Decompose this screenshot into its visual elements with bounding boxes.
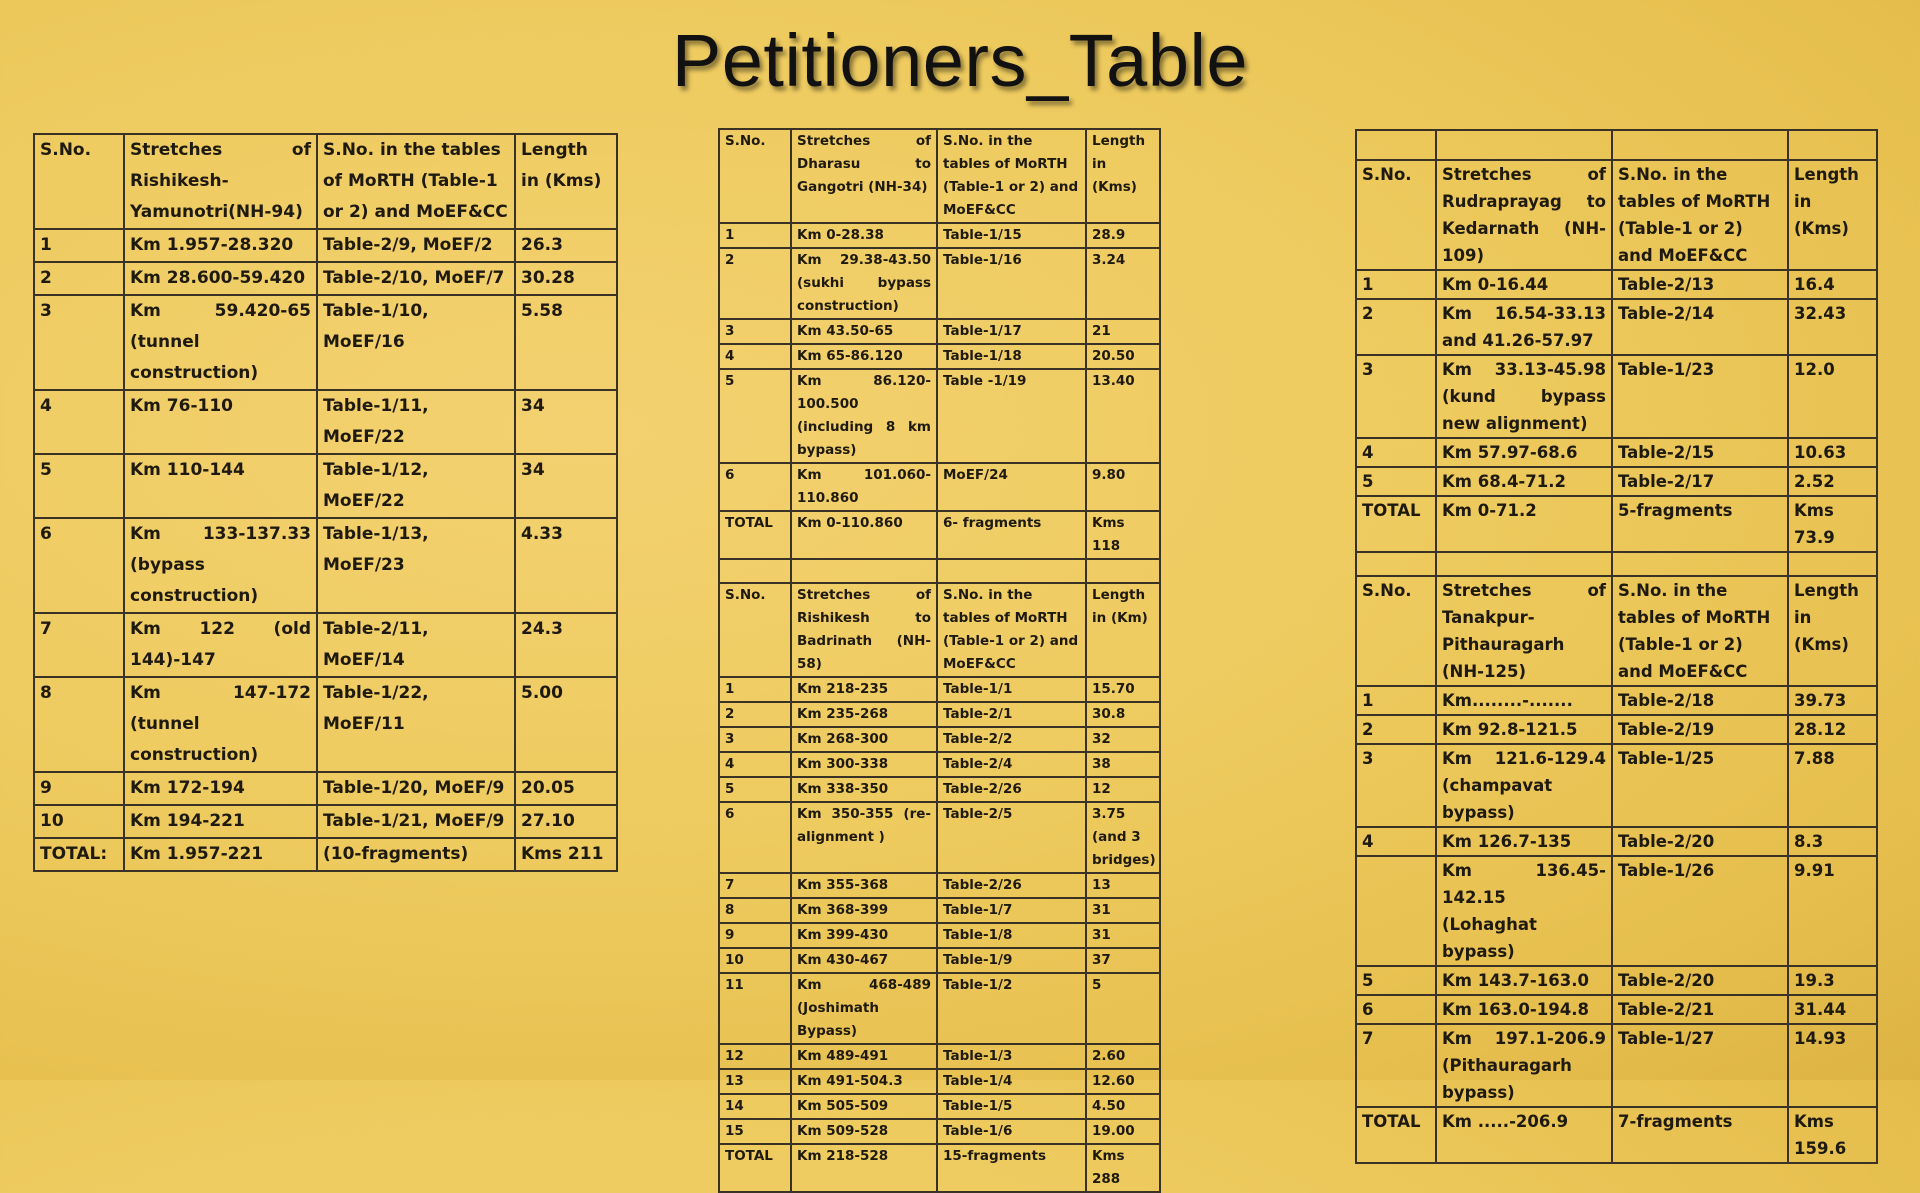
table-cell: 8 — [34, 677, 124, 772]
table-cell: Table-2/1 — [937, 702, 1086, 727]
table-row — [719, 1044, 1160, 1069]
table-cell: (10-fragments) — [317, 838, 515, 871]
table-row — [1356, 1024, 1877, 1107]
table-row — [1356, 355, 1877, 438]
table-spacer-row — [1356, 130, 1877, 160]
table-cell: 32.43 — [1788, 299, 1877, 355]
table-row — [34, 390, 617, 454]
table-cell: 27.10 — [515, 805, 617, 838]
table-cell: Km 92.8-121.5 — [1436, 715, 1612, 744]
table-cell: Km 110-144 — [124, 454, 317, 518]
table-cell: 5.00 — [515, 677, 617, 772]
table-header-row — [719, 583, 1160, 677]
table-cell: Km 491-504.3 — [791, 1069, 937, 1094]
table-cell: Km 197.1-206.9 (Pithauragarh bypass) — [1436, 1024, 1612, 1107]
table-header-cell: Length in (Km) — [1086, 583, 1160, 677]
table-cell: 26.3 — [515, 229, 617, 262]
table-cell: Km 143.7-163.0 — [1436, 966, 1612, 995]
table-cell: Km 147-172 (tunnel construction) — [124, 677, 317, 772]
table-row — [719, 727, 1160, 752]
table-row — [1356, 995, 1877, 1024]
table-cell: TOTAL — [719, 511, 791, 559]
table-header-row — [719, 129, 1160, 223]
table-header-cell: S.No. — [34, 134, 124, 229]
table-cell: Km 218-235 — [791, 677, 937, 702]
table-cell: 5 — [719, 369, 791, 463]
table-cell: Km 268-300 — [791, 727, 937, 752]
table-cell: 9.80 — [1086, 463, 1160, 511]
table-cell: Table-2/15 — [1612, 438, 1788, 467]
table-row — [34, 229, 617, 262]
table-cell: Table-1/23 — [1612, 355, 1788, 438]
table-header-row — [1356, 576, 1877, 686]
table-row — [34, 677, 617, 772]
table-cell: 7 — [34, 613, 124, 677]
table-row — [719, 948, 1160, 973]
table-cell: 15-fragments — [937, 1144, 1086, 1192]
table-cell: 21 — [1086, 319, 1160, 344]
table-cell: 11 — [719, 973, 791, 1044]
table-cell: 4.33 — [515, 518, 617, 613]
table-cell: Km 121.6-129.4 (champavat bypass) — [1436, 744, 1612, 827]
table-cell: TOTAL — [1356, 496, 1436, 552]
table-cell: 31.44 — [1788, 995, 1877, 1024]
table-cell: Table-1/22, MoEF/11 — [317, 677, 515, 772]
table-cell: Km 0-71.2 — [1436, 496, 1612, 552]
table-cell: 13 — [1086, 873, 1160, 898]
table-cell: Km 489-491 — [791, 1044, 937, 1069]
table-row — [34, 838, 617, 871]
table-cell: 7-fragments — [1612, 1107, 1788, 1163]
table-cell: Km 1.957-28.320 — [124, 229, 317, 262]
table-cell: Km 468-489 (Joshimath Bypass) — [791, 973, 937, 1044]
table-row — [719, 677, 1160, 702]
table-cell: Table-2/18 — [1612, 686, 1788, 715]
table-cell: 16.4 — [1788, 270, 1877, 299]
table-cell: Km 235-268 — [791, 702, 937, 727]
table-cell: Table-1/8 — [937, 923, 1086, 948]
table-cell: Km 399-430 — [791, 923, 937, 948]
table-cell: 24.3 — [515, 613, 617, 677]
table-cell: 13 — [719, 1069, 791, 1094]
table-cell: 10 — [34, 805, 124, 838]
table-cell: Table-1/3 — [937, 1044, 1086, 1069]
table-cell: 31 — [1086, 923, 1160, 948]
table-cell: 10.63 — [1788, 438, 1877, 467]
table-header-cell: S.No. — [1356, 160, 1436, 270]
table-cell: 31 — [1086, 898, 1160, 923]
table-cell: Table-1/9 — [937, 948, 1086, 973]
table-cell: 15 — [719, 1119, 791, 1144]
table-cell: Table-2/17 — [1612, 467, 1788, 496]
table-cell: Table-1/13, MoEF/23 — [317, 518, 515, 613]
table-cell: 28.12 — [1788, 715, 1877, 744]
table-cell: 12 — [719, 1044, 791, 1069]
table-row — [1356, 856, 1877, 966]
table-row — [719, 1144, 1160, 1192]
table-cell: Km 86.120-100.500 (including 8 km bypass) — [791, 369, 937, 463]
page-title: Petitioners_Table — [671, 19, 1249, 102]
table-header-row — [34, 134, 617, 229]
table-cell: 9 — [34, 772, 124, 805]
table-cell: Table-1/21, MoEF/9 — [317, 805, 515, 838]
table-cell: 4 — [719, 752, 791, 777]
table-cell: 38 — [1086, 752, 1160, 777]
table-cell: Table-2/13 — [1612, 270, 1788, 299]
table-spacer-row — [1356, 552, 1877, 576]
table-header-cell: Length in (Kms) — [1086, 129, 1160, 223]
table-middle-column — [718, 128, 1161, 1193]
table-cell: Km 57.97-68.6 — [1436, 438, 1612, 467]
table-cell: Km 133-137.33 (bypass construction) — [124, 518, 317, 613]
table-cell: 4 — [719, 344, 791, 369]
table-cell: 6 — [34, 518, 124, 613]
table-cell: 1 — [1356, 686, 1436, 715]
table-cell: Table-2/5 — [937, 802, 1086, 873]
table-cell: Km 505-509 — [791, 1094, 937, 1119]
table-cell: 1 — [1356, 270, 1436, 299]
table-header-cell: S.No. — [719, 583, 791, 677]
table-cell: Table-2/20 — [1612, 966, 1788, 995]
table-cell: 10 — [719, 948, 791, 973]
table-cell: 5.58 — [515, 295, 617, 390]
table-row — [719, 1069, 1160, 1094]
table-header-cell: Stretches of Rudraprayag to Kedarnath (NH-109) — [1436, 160, 1612, 270]
table-header-cell: S.No. — [719, 129, 791, 223]
table-cell: 3 — [1356, 355, 1436, 438]
table-cell: Table -1/19 — [937, 369, 1086, 463]
table-row — [34, 295, 617, 390]
table-row — [719, 802, 1160, 873]
table-cell: 5 — [1356, 966, 1436, 995]
table-cell: MoEF/24 — [937, 463, 1086, 511]
table-cell: Km 300-338 — [791, 752, 937, 777]
table-cell: 5 — [1086, 973, 1160, 1044]
table-cell: Km 368-399 — [791, 898, 937, 923]
table-cell: 8 — [719, 898, 791, 923]
table-row — [1356, 438, 1877, 467]
table-cell: Km 509-528 — [791, 1119, 937, 1144]
table-cell: 37 — [1086, 948, 1160, 973]
table-cell: 2 — [719, 702, 791, 727]
table-header-cell: Stretches of Rishikesh to Badrinath (NH-58) — [791, 583, 937, 677]
table-row — [1356, 686, 1877, 715]
table-cell: 28.9 — [1086, 223, 1160, 248]
table-cell: 14.93 — [1788, 1024, 1877, 1107]
table-header-cell: S.No. in the tables of MoRTH (Table-1 or 2) and MoEF&CC — [937, 129, 1086, 223]
table-header-cell: Stretches of Tanakpur-Pithauragarh (NH-125) — [1436, 576, 1612, 686]
table-cell: 12.60 — [1086, 1069, 1160, 1094]
table-rishikesh-yamunotri — [33, 133, 618, 872]
table-cell: 2 — [1356, 299, 1436, 355]
table-row — [34, 805, 617, 838]
table-cell: Km 59.420-65 (tunnel construction) — [124, 295, 317, 390]
table-cell: 15.70 — [1086, 677, 1160, 702]
table-cell: 19.00 — [1086, 1119, 1160, 1144]
table-cell: 1 — [34, 229, 124, 262]
table-cell: Km 430-467 — [791, 948, 937, 973]
table-cell: Km 122 (old 144)-147 — [124, 613, 317, 677]
table-cell: 7 — [719, 873, 791, 898]
table-cell: Table-1/5 — [937, 1094, 1086, 1119]
table-cell: Km 0-110.860 — [791, 511, 937, 559]
table-cell: Km........-....... — [1436, 686, 1612, 715]
table-cell: Km 0-28.38 — [791, 223, 937, 248]
table-cell: Table-2/2 — [937, 727, 1086, 752]
table-cell: Table-2/20 — [1612, 827, 1788, 856]
table-cell: Kms 159.6 — [1788, 1107, 1877, 1163]
table-cell: Table-1/10, MoEF/16 — [317, 295, 515, 390]
table-cell: Kms 118 — [1086, 511, 1160, 559]
table-cell: Table-1/12, MoEF/22 — [317, 454, 515, 518]
table-cell: Table-2/14 — [1612, 299, 1788, 355]
table-cell: Table-1/18 — [937, 344, 1086, 369]
table-cell: 30.28 — [515, 262, 617, 295]
table-cell: 4 — [1356, 827, 1436, 856]
table-cell: 2.60 — [1086, 1044, 1160, 1069]
table-cell: 12.0 — [1788, 355, 1877, 438]
table-header-cell: S.No. in the tables of MoRTH (Table-1 or 2) and MoEF&CC — [1612, 160, 1788, 270]
table-row — [719, 752, 1160, 777]
table-cell: Km 33.13-45.98 (kund bypass new alignment) — [1436, 355, 1612, 438]
table-cell: TOTAL — [1356, 1107, 1436, 1163]
table-row — [34, 262, 617, 295]
table-cell: Table-2/26 — [937, 777, 1086, 802]
table-cell: Table-2/4 — [937, 752, 1086, 777]
table-row — [719, 898, 1160, 923]
table-cell: 13.40 — [1086, 369, 1160, 463]
table-cell: 9 — [719, 923, 791, 948]
table-cell: 6- fragments — [937, 511, 1086, 559]
table-cell: 3 — [1356, 744, 1436, 827]
table-header-cell: Stretches of Dharasu to Gangotri (NH-34) — [791, 129, 937, 223]
table-cell: Km 28.600-59.420 — [124, 262, 317, 295]
table-cell: Km 172-194 — [124, 772, 317, 805]
table-cell: Table-1/16 — [937, 248, 1086, 319]
table-row — [719, 777, 1160, 802]
table-cell: Table-2/10, MoEF/7 — [317, 262, 515, 295]
table-cell: 39.73 — [1788, 686, 1877, 715]
table-cell: Km 76-110 — [124, 390, 317, 454]
table-cell: Table-2/11, MoEF/14 — [317, 613, 515, 677]
table-row — [1356, 966, 1877, 995]
table-cell: Kms 211 — [515, 838, 617, 871]
table-cell: 7.88 — [1788, 744, 1877, 827]
table-cell: Table-2/26 — [937, 873, 1086, 898]
table-cell: TOTAL: — [34, 838, 124, 871]
table-row — [719, 223, 1160, 248]
table-cell: 4 — [1356, 438, 1436, 467]
table-cell: 30.8 — [1086, 702, 1160, 727]
table-header-cell: S.No. in the tables of MoRTH (Table-1 or 2) and MoEF&CC — [1612, 576, 1788, 686]
table-cell: 19.3 — [1788, 966, 1877, 995]
table-cell: 4.50 — [1086, 1094, 1160, 1119]
table-row — [1356, 270, 1877, 299]
table-cell: 3 — [719, 319, 791, 344]
table-cell: Table-1/6 — [937, 1119, 1086, 1144]
table-cell: Km 218-528 — [791, 1144, 937, 1192]
table-cell: Km 68.4-71.2 — [1436, 467, 1612, 496]
table-header-cell: S.No. in the tables of MoRTH (Table-1 or 2) and MoEF&CC — [317, 134, 515, 229]
table-row — [1356, 744, 1877, 827]
table-cell: 3.24 — [1086, 248, 1160, 319]
table-cell: 6 — [719, 802, 791, 873]
table-cell: 6 — [1356, 995, 1436, 1024]
table-cell: Kms 73.9 — [1788, 496, 1877, 552]
table-cell: Table-1/1 — [937, 677, 1086, 702]
table-cell: 5 — [1356, 467, 1436, 496]
table-cell: Table-1/25 — [1612, 744, 1788, 827]
table-cell: Table-1/26 — [1612, 856, 1788, 966]
table-cell: Table-2/9, MoEF/2 — [317, 229, 515, 262]
table-row — [719, 344, 1160, 369]
table-row — [34, 613, 617, 677]
table-cell: Km 1.957-221 — [124, 838, 317, 871]
table-cell: Km 43.50-65 — [791, 319, 937, 344]
table-cell: Km 350-355 (re-alignment ) — [791, 802, 937, 873]
table-cell: TOTAL — [719, 1144, 791, 1192]
table-cell: 5-fragments — [1612, 496, 1788, 552]
table-cell: Km 16.54-33.13 and 41.26-57.97 — [1436, 299, 1612, 355]
table-cell: 4 — [34, 390, 124, 454]
table-cell: 32 — [1086, 727, 1160, 752]
table-cell: 20.05 — [515, 772, 617, 805]
table-cell: 2 — [34, 262, 124, 295]
table-row — [719, 463, 1160, 511]
table-cell: Table-2/21 — [1612, 995, 1788, 1024]
table-cell: Table-1/20, MoEF/9 — [317, 772, 515, 805]
table-cell: Table-1/7 — [937, 898, 1086, 923]
table-cell: 5 — [719, 777, 791, 802]
table-cell: Table-1/11, MoEF/22 — [317, 390, 515, 454]
table-cell: Km 338-350 — [791, 777, 937, 802]
table-row — [34, 772, 617, 805]
table-row — [719, 248, 1160, 319]
table-header-cell: S.No. — [1356, 576, 1436, 686]
table-header-cell: S.No. in the tables of MoRTH (Table-1 or 2) and MoEF&CC — [937, 583, 1086, 677]
table-row — [719, 1094, 1160, 1119]
table-cell: Km .....-206.9 — [1436, 1107, 1612, 1163]
table-row — [1356, 496, 1877, 552]
table-cell: 34 — [515, 454, 617, 518]
table-header-cell: Stretches of Rishikesh-Yamunotri(NH-94) — [124, 134, 317, 229]
table-cell: Km 194-221 — [124, 805, 317, 838]
table-row — [34, 518, 617, 613]
table-cell: 7 — [1356, 1024, 1436, 1107]
table-cell: Km 101.060-110.860 — [791, 463, 937, 511]
table-cell: 20.50 — [1086, 344, 1160, 369]
table-header-cell: Length in (Kms) — [515, 134, 617, 229]
table-cell: 6 — [719, 463, 791, 511]
table-cell: Km 29.38-43.50 (sukhi bypass construction) — [791, 248, 937, 319]
table-cell: 9.91 — [1788, 856, 1877, 966]
table-cell: 2.52 — [1788, 467, 1877, 496]
table-cell: Km 0-16.44 — [1436, 270, 1612, 299]
table-cell: 3 — [719, 727, 791, 752]
table-row — [719, 873, 1160, 898]
table-cell: 2 — [719, 248, 791, 319]
table-spacer-row — [719, 559, 1160, 583]
table-header-row — [1356, 160, 1877, 270]
table-row — [719, 973, 1160, 1044]
table-row — [719, 369, 1160, 463]
table-cell: Table-1/4 — [937, 1069, 1086, 1094]
table-cell: 3 — [34, 295, 124, 390]
table-cell: 34 — [515, 390, 617, 454]
table-row — [719, 511, 1160, 559]
table-cell: 5 — [34, 454, 124, 518]
table-cell: Kms 288 — [1086, 1144, 1160, 1192]
table-cell: Table-1/17 — [937, 319, 1086, 344]
table-cell — [1356, 856, 1436, 966]
table-row — [1356, 467, 1877, 496]
table-cell: 2 — [1356, 715, 1436, 744]
table-row — [1356, 827, 1877, 856]
table-cell: 12 — [1086, 777, 1160, 802]
table-cell: Km 65-86.120 — [791, 344, 937, 369]
table-row — [719, 319, 1160, 344]
table-row — [719, 702, 1160, 727]
table-row — [1356, 715, 1877, 744]
table-cell: Table-1/2 — [937, 973, 1086, 1044]
table-cell: 14 — [719, 1094, 791, 1119]
table-cell: Km 163.0-194.8 — [1436, 995, 1612, 1024]
table-cell: Table-1/15 — [937, 223, 1086, 248]
table-right-column — [1355, 129, 1878, 1164]
table-cell: Km 136.45-142.15 (Lohaghat bypass) — [1436, 856, 1612, 966]
table-cell: 3.75 (and 3 bridges) — [1086, 802, 1160, 873]
table-cell: 8.3 — [1788, 827, 1877, 856]
table-header-cell: Length in (Kms) — [1788, 160, 1877, 270]
table-row — [1356, 299, 1877, 355]
table-header-cell: Length in (Kms) — [1788, 576, 1877, 686]
table-row — [719, 1119, 1160, 1144]
table-row — [34, 454, 617, 518]
table-row — [719, 923, 1160, 948]
table-cell: Table-2/19 — [1612, 715, 1788, 744]
table-cell: Km 126.7-135 — [1436, 827, 1612, 856]
table-cell: 1 — [719, 223, 791, 248]
table-cell: Km 355-368 — [791, 873, 937, 898]
table-cell: 1 — [719, 677, 791, 702]
table-row — [1356, 1107, 1877, 1163]
table-cell: Table-1/27 — [1612, 1024, 1788, 1107]
